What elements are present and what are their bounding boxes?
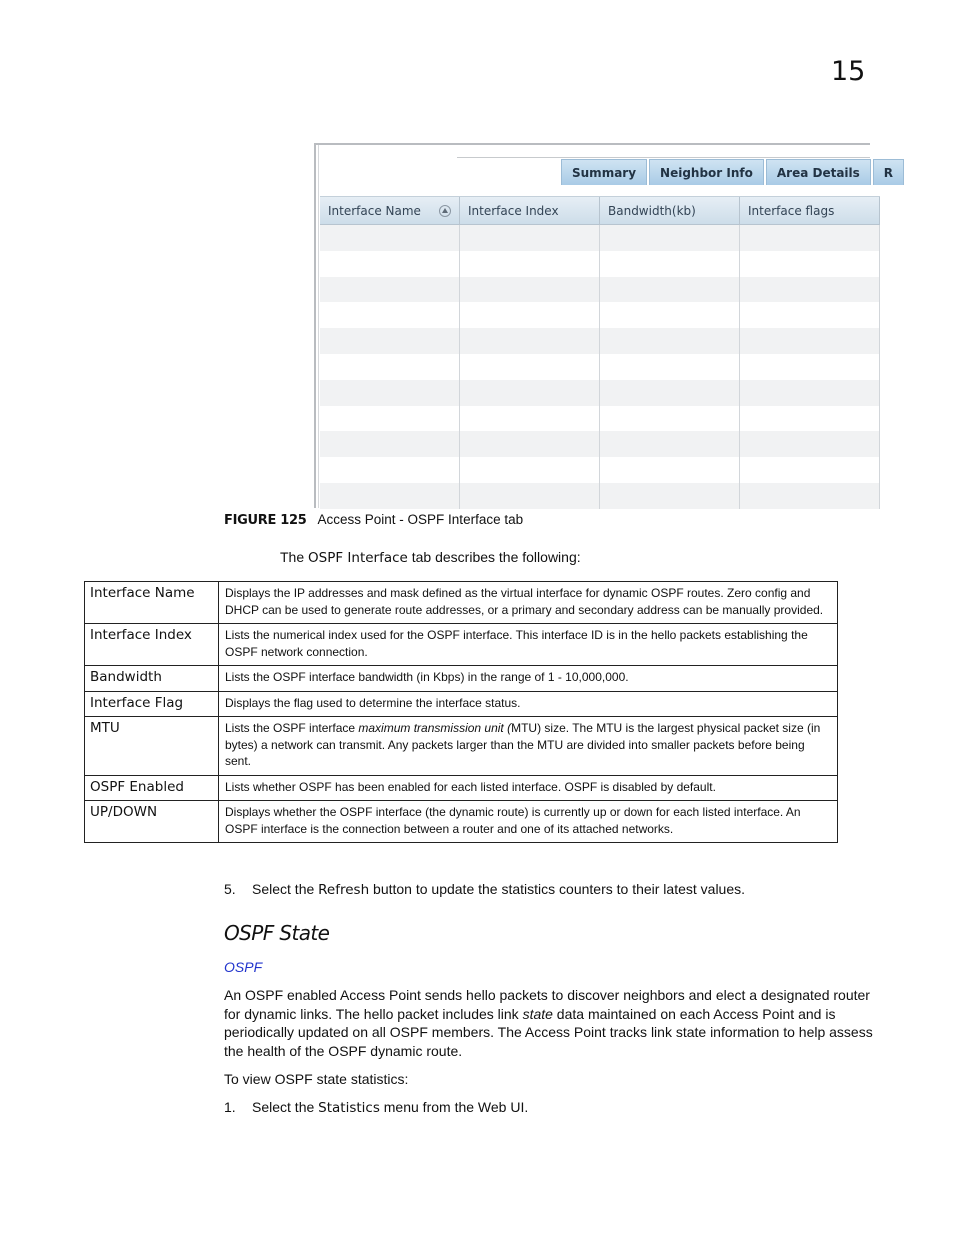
step-5: [224, 881, 745, 898]
table-row[interactable]: [320, 277, 880, 303]
table-cell: [460, 225, 600, 251]
text: menu from the Web UI.: [379, 1099, 529, 1115]
table-row: [85, 717, 838, 776]
table-cell: [460, 302, 600, 328]
table-cell: [740, 431, 880, 457]
table-cell: [460, 328, 600, 354]
table-row: [85, 775, 838, 801]
column-label: Interface Index: [468, 203, 559, 218]
table-row[interactable]: [320, 406, 880, 432]
text: Select the: [252, 881, 319, 897]
table-row[interactable]: [320, 302, 880, 328]
column-header-bandwidth[interactable]: [600, 197, 740, 224]
table-cell: [320, 380, 460, 406]
figure-caption: [224, 512, 523, 528]
table-cell: [740, 457, 880, 483]
term-cell: Interface Flag: [85, 691, 219, 717]
emphasis: state: [522, 1005, 553, 1022]
description-table: [84, 581, 838, 843]
table-cell: [460, 406, 600, 432]
table-cell: [600, 457, 740, 483]
term-cell: Bandwidth: [85, 666, 219, 692]
table-cell: [320, 354, 460, 380]
description-cell: Displays the flag used to determine the interface status.: [219, 691, 838, 717]
text: button to update the statistics counters to their latest values.: [369, 881, 746, 897]
ospf-link[interactable]: OSPF: [224, 959, 263, 975]
table-cell: [460, 251, 600, 277]
table-cell: [460, 380, 600, 406]
grid-header: [320, 196, 880, 225]
sort-ascending-icon[interactable]: [439, 205, 451, 217]
table-row[interactable]: [320, 328, 880, 354]
table-cell: [460, 457, 600, 483]
grid-body: [320, 225, 880, 509]
description-cell: Lists whether OSPF has been enabled for each listed interface. OSPF is disabled by default.: [219, 775, 838, 801]
text: An OSPF enabled Access Point sends hello packets to discover neighbors and elect a designated router for dynamic links. The hello packet includes link: [224, 987, 870, 1022]
column-header-interface-name[interactable]: [320, 197, 460, 224]
table-cell: [320, 225, 460, 251]
chapter-number: 15: [831, 56, 866, 87]
term-cell: MTU: [85, 717, 219, 776]
table-cell: [740, 225, 880, 251]
table-row[interactable]: [320, 431, 880, 457]
table-cell: [740, 406, 880, 432]
table-cell: [460, 483, 600, 509]
table-cell: [460, 354, 600, 380]
table-cell: [740, 251, 880, 277]
tab-area-details[interactable]: Area Details: [766, 159, 871, 185]
text: The: [280, 549, 309, 565]
table-cell: [320, 483, 460, 509]
ui-term: OSPF Interface: [308, 550, 408, 566]
column-header-interface-index[interactable]: [460, 197, 600, 224]
table-cell: [600, 251, 740, 277]
description-cell: Displays whether the OSPF interface (the dynamic route) is currently up or down for each listed interface. An OSPF interface is the connection between a router and one of its attached networks.: [219, 801, 838, 843]
term-cell: Interface Index: [85, 624, 219, 666]
column-label: Bandwidth(kb): [608, 203, 696, 218]
table-row: [85, 624, 838, 666]
table-row: [85, 666, 838, 692]
term-cell: Interface Name: [85, 582, 219, 624]
term-cell: OSPF Enabled: [85, 775, 219, 801]
step-number: 1.: [224, 1099, 236, 1115]
table-cell: [320, 328, 460, 354]
table-cell: [460, 277, 600, 303]
ui-term: Statistics: [318, 1100, 380, 1116]
table-cell: [320, 302, 460, 328]
table-row[interactable]: [320, 380, 880, 406]
table-cell: [740, 277, 880, 303]
body-paragraph: [224, 986, 874, 1061]
description-cell: [219, 717, 838, 776]
table-cell: [600, 354, 740, 380]
frame-border: [314, 143, 870, 145]
tab-neighbor-info[interactable]: Neighbor Info: [649, 159, 764, 185]
table-cell: [740, 328, 880, 354]
table-row[interactable]: [320, 251, 880, 277]
table-cell: [740, 483, 880, 509]
text: MTU) size. The MTU is the largest physical packet size (in bytes) a network can transmit. Any packets larger than the MTU are divided into smaller packets before being sent.: [225, 721, 821, 768]
table-row[interactable]: [320, 483, 880, 509]
table-cell: [600, 380, 740, 406]
section-heading: OSPF State: [224, 921, 330, 945]
description-cell: Lists the numerical index used for the OSPF interface. This interface ID is in the hello packets establishing the OSPF network connection.: [219, 624, 838, 666]
table-cell: [600, 302, 740, 328]
body-paragraph: To view OSPF state statistics:: [224, 1071, 409, 1087]
table-row: [85, 691, 838, 717]
table-cell: [320, 277, 460, 303]
figure-title: Access Point - OSPF Interface tab: [317, 512, 524, 527]
table-cell: [600, 483, 740, 509]
table-row[interactable]: [320, 225, 880, 251]
table-row: [85, 801, 838, 843]
step-number: 5.: [224, 881, 236, 897]
text: tab describes the following:: [407, 549, 581, 565]
figure-number: FIGURE 125: [224, 513, 307, 528]
table-cell: [460, 431, 600, 457]
table-cell: [740, 354, 880, 380]
frame-border: [314, 143, 316, 508]
column-header-interface-flags[interactable]: [740, 197, 880, 224]
tab-summary[interactable]: Summary: [561, 159, 647, 185]
column-label: Interface flags: [748, 203, 835, 218]
emphasis: maximum transmission unit (: [358, 721, 512, 735]
text: Select the: [252, 1099, 319, 1115]
frame-border: [318, 145, 319, 508]
intro-sentence: [280, 549, 581, 566]
table-cell: [740, 302, 880, 328]
table-cell: [600, 225, 740, 251]
ospf-interface-screenshot: [314, 143, 894, 508]
tab-truncated[interactable]: R: [873, 159, 904, 185]
step-1: [224, 1099, 528, 1116]
tab-baseline: [457, 157, 870, 158]
table-cell: [600, 406, 740, 432]
table-cell: [600, 328, 740, 354]
table-cell: [320, 457, 460, 483]
text: Lists the OSPF interface: [225, 721, 359, 735]
description-cell: Lists the OSPF interface bandwidth (in Kbps) in the range of 1 - 10,000,000.: [219, 666, 838, 692]
ui-term: Refresh: [318, 882, 370, 898]
tab-bar: [561, 159, 906, 185]
table-cell: [320, 431, 460, 457]
table-row: [85, 582, 838, 624]
term-cell: UP/DOWN: [85, 801, 219, 843]
description-cell: Displays the IP addresses and mask defined as the virtual interface for dynamic OSPF routes. Zero config and DHCP can be used to generate route addresses, or a primary and secondary address can be manually provided.: [219, 582, 838, 624]
table-cell: [600, 431, 740, 457]
table-cell: [600, 277, 740, 303]
column-label: Interface Name: [328, 203, 421, 218]
text: data maintained on each Access Point and is periodically updated on all OSPF members. The Access Point tracks link state information to help assess the health of the OSPF dynamic route.: [224, 1005, 873, 1060]
table-cell: [320, 406, 460, 432]
table-cell: [740, 380, 880, 406]
table-cell: [320, 251, 460, 277]
interface-grid: [320, 196, 880, 509]
table-row[interactable]: [320, 457, 880, 483]
table-row[interactable]: [320, 354, 880, 380]
